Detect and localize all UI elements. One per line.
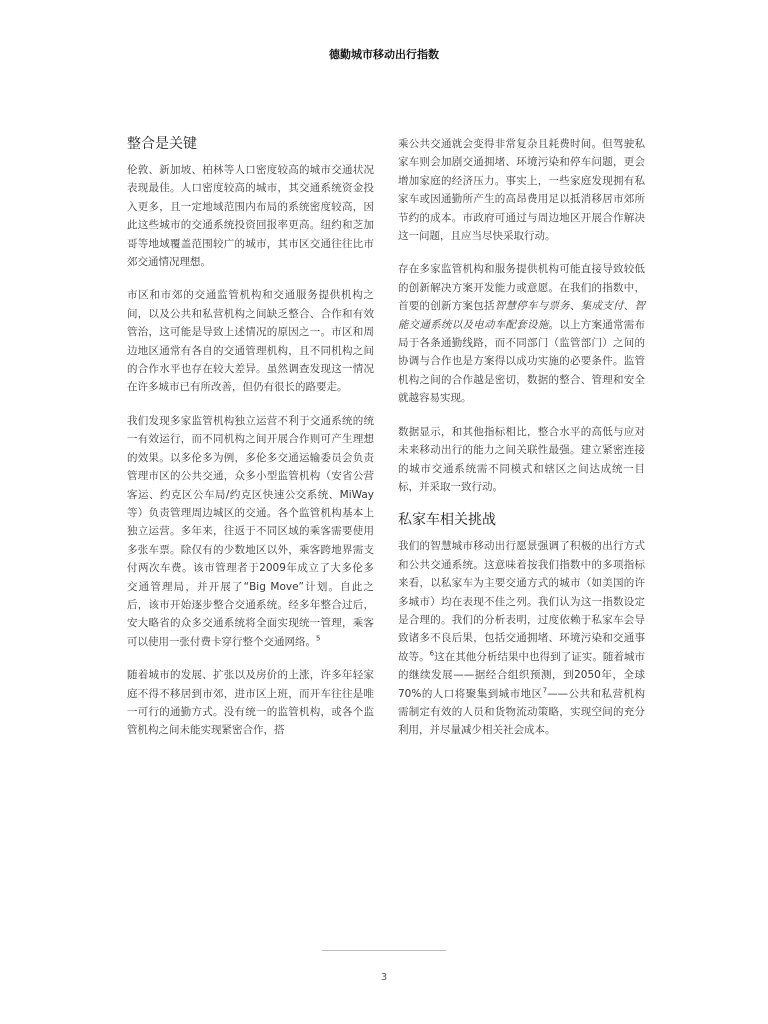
paragraph: 随着城市的发展、扩张以及房价的上涨，许多年轻家庭不得不移居到市郊，进市区上班，而开车往往是唯一可行的通勤方式。没有统一的监管机构，或各个监管机构之间未能实现紧密合作，搭 xyxy=(127,669,374,737)
section-heading-private-car: 私家车相关挑战 xyxy=(398,512,496,529)
left-column xyxy=(127,135,374,755)
paragraph-text: ——公共和私营机构需制定有效的人员和货物流动策略，实现空间的充分利用，并尽量减少相关社会成本。 xyxy=(398,687,645,737)
right-column xyxy=(398,135,645,755)
emphasis-text: 集成支付 xyxy=(580,300,624,313)
paragraph-text: 、 xyxy=(623,300,635,313)
footnote-marker: 5 xyxy=(316,634,321,643)
paragraph-text: 我们发现多家监管机构独立运营不利于交通系统的统一有效运行，而不同机构之间开展合作则可产生理想的效果。以多伦多为例，多伦多交通运输委员会负责管理市区的公共交通，众多小型监管机构（安省公营客运、约克区公车局/约克区快速公交系统、MiWay等）负责管理周边城区的交通。各个监管机构基本上独立运营。多年来，往返于不同区域的乘客需要使用多张车票。除仅有的少数地区以外，乘客跨地界需支付两次车费。该市管理者于2009年成立了大多伦多交通管理局，并开展了“Big Move”计划。自此之后，该市开始逐步整合交通系统。经多年整合过后，安大略省的众多交通系统将全面实现统一管理，乘客可以使用一张付费卡穿行整个交通网络。 xyxy=(127,414,374,648)
paragraph: 伦敦、新加坡、柏林等人口密度较高的城市交通状况表现最佳。人口密度较高的城市，其交通系统资金投入更多，且一定地域范围内布局的系统密度较高，因此这些城市的交通系统投资回报率更高。纽约和芝加哥等地域覆盖范围较广的城市，其市区交通往往比市郊交通情况理想。 xyxy=(127,164,374,269)
paragraph-text: 。以上方案通常需布局于各条通勤线路，而不同部门（监管部门）之间的协调与合作也是方案得以成功实施的必要条件。监管机构之间的合作越是密切，数据的整合、管理和安全就越容易实现。 xyxy=(398,318,645,405)
footnote-marker: 7 xyxy=(542,686,548,695)
paragraph xyxy=(398,537,645,739)
footnote-marker: 6 xyxy=(429,649,435,658)
footer-divider xyxy=(322,950,446,951)
page-number: 3 xyxy=(380,972,388,983)
paragraph: 市区和市郊的交通监管机构和交通服务提供机构之间，以及公共和私营机构之间缺乏整合、合作和有效管治，这可能是导致上述情况的原因之一。市区和周边地区通常有各自的交通管理机构，且不同机构之间的合作水平也存在较大差异。虽然调查发现这一情况在许多城市已有所改善，但仍有很长的路要走。 xyxy=(127,289,374,394)
paragraph-text: 我们的智慧城市移动出行愿景强调了积极的出行方式和公共交通系统。这意味着按我们指数中的多项指标来看，以私家车为主要交通方式的城市（如美国的许多城市）均在表现不佳之列。我们认为这一指数设定是合理的。我们的分析表明，过度依赖于私家车会导致诸多不良后果，包括交通拥堵、环境污染和交通事故等。 xyxy=(398,540,645,663)
paragraph-text: 这在其他分析结果中也得到了证实。随着城市的继续发展——据经合组织预测，到2050年，全球70%的人口将聚集到城市地区 xyxy=(398,650,646,700)
paragraph: 乘公共交通就会变得非常复杂且耗费时间。但驾驶私家车则会加剧交通拥堵、环境污染和停车问题，更会增加家庭的经济压力。事实上，一些家庭发现拥有私家车或因通勤所产生的高昂费用足以抵消移居市郊所节约的成本。市政府可通过与周边地区开展合作解决这一问题，且应当尽快采取行动。 xyxy=(398,138,645,243)
section-heading-integration: 整合是关键 xyxy=(127,136,197,152)
emphasis-text: 智能交通系统以及电动车配套设施 xyxy=(398,300,645,331)
emphasis-text: 智慧停车与票务 xyxy=(494,300,570,313)
paragraph-text: 、 xyxy=(570,300,581,313)
page-header-title: 德勤城市移动出行指数 xyxy=(329,48,439,61)
paragraph: 数据显示，和其他指标相比，整合水平的高低与应对未来移动出行的能力之间关联性最强。建立紧密连接的城市交通系统需不同模式和辖区之间达成统一目标，并采取一致行动。 xyxy=(398,425,645,493)
paragraph xyxy=(127,412,374,651)
paragraph-text: 存在多家监管机构和服务提供机构可能直接导致较低的创新解决方案开发能力或意愿。在我们的指数中，首要的创新方案包括 xyxy=(398,263,645,313)
paragraph xyxy=(398,260,645,407)
